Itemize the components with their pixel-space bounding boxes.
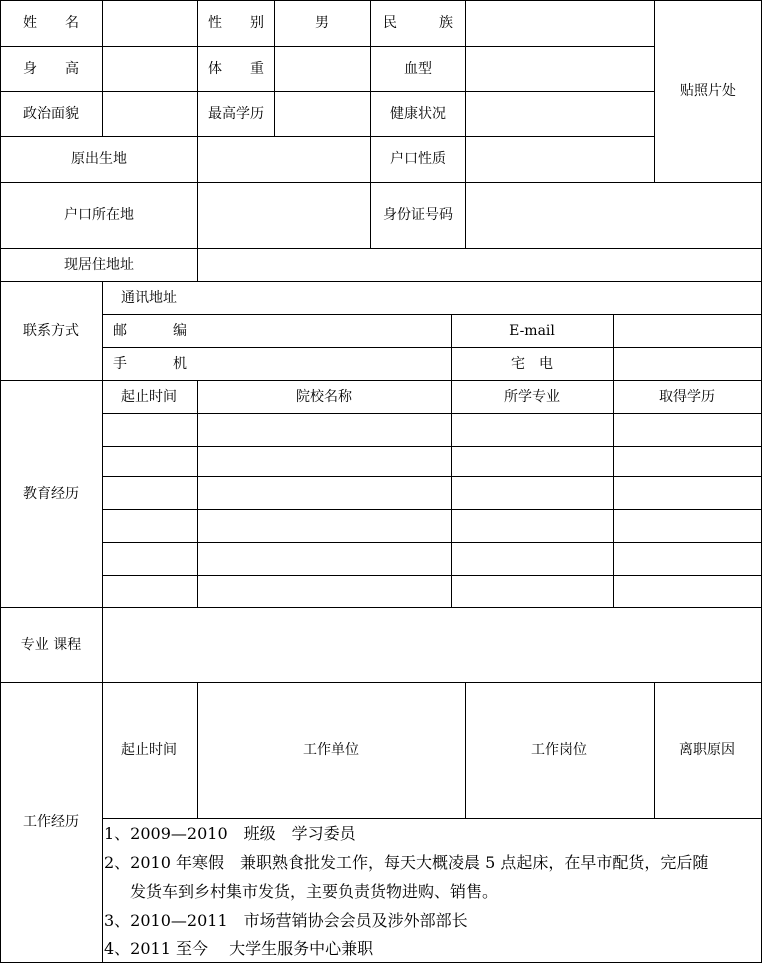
blood-type-label: 血型: [404, 61, 432, 77]
table-rule: [102, 818, 762, 819]
birthplace-field[interactable]: [198, 137, 370, 182]
work-header-employer: 工作单位: [303, 742, 359, 758]
table-rule: [0, 380, 762, 381]
highest-education-field[interactable]: [275, 92, 370, 136]
gender-label: 性 别: [208, 15, 264, 31]
education-section-label: 教育经历: [23, 486, 79, 502]
ethnicity-field[interactable]: [466, 1, 654, 46]
table-rule: [370, 0, 371, 248]
blood-type-field[interactable]: [466, 47, 654, 91]
postcode-label-a: 邮: [113, 323, 127, 339]
weight-field[interactable]: [275, 47, 370, 91]
household-location-label: 户口所在地: [64, 207, 134, 223]
table-rule: [0, 682, 762, 683]
postcode-label-b: 编: [173, 323, 187, 339]
home-phone-field[interactable]: [614, 348, 761, 380]
home-phone-label: 宅 电: [511, 356, 553, 372]
courses-section-label: 专业 课程: [20, 637, 82, 653]
work-entry-1: 1、2009—2010 班级 学习委员: [104, 824, 356, 843]
work-entry-4: 4、2011 至今 大学生服务中心兼职: [104, 939, 374, 958]
mobile-label-a: 手: [113, 356, 127, 372]
name-field[interactable]: [103, 1, 197, 46]
edu-header-school: 院校名称: [296, 389, 352, 405]
weight-label: 体 重: [208, 61, 264, 77]
work-header-leave-reason: 离职原因: [679, 742, 735, 758]
work-entry-2: 2、2010 年寒假 兼职熟食批发工作，每天大概凌晨 5 点起床，在早市配货，完后随: [104, 853, 709, 872]
table-rule: [465, 682, 466, 818]
name-label: 姓 名: [23, 15, 79, 31]
ethnicity-label: 民 族: [383, 15, 453, 31]
postcode-field[interactable]: [198, 315, 451, 347]
edu-header-major: 所学专业: [504, 389, 560, 405]
table-rule: [654, 682, 655, 818]
contact-section-label: 联系方式: [23, 323, 79, 339]
health-field[interactable]: [466, 92, 654, 136]
id-number-label: 身份证号码: [383, 207, 453, 223]
health-label: 健康状况: [390, 106, 446, 122]
edu-header-degree: 取得学历: [659, 389, 715, 405]
table-rule: [654, 0, 655, 182]
table-rule: [197, 682, 198, 818]
highest-education-label: 最高学历: [208, 106, 264, 122]
height-field[interactable]: [103, 47, 197, 91]
political-status-label: 政治面貌: [23, 106, 79, 122]
work-header-period: 起止时间: [121, 742, 177, 758]
education-entries[interactable]: [103, 414, 761, 607]
mobile-label-b: 机: [173, 356, 187, 372]
photo-placeholder: 贴照片处: [680, 83, 736, 99]
birthplace-label: 原出生地: [71, 151, 127, 167]
mail-address-label: 通讯地址: [121, 290, 177, 306]
work-entry-2-continued: 发货车到乡村集市发货，主要负责货物进购、销售。: [130, 882, 499, 901]
email-label: E-mail: [509, 323, 555, 339]
household-location-field[interactable]: [198, 183, 370, 248]
courses-field[interactable]: [103, 608, 761, 682]
work-section-label: 工作经历: [23, 814, 79, 830]
current-address-field[interactable]: [198, 249, 761, 281]
household-type-field[interactable]: [466, 137, 654, 182]
household-type-label: 户口性质: [390, 151, 446, 167]
current-address-label: 现居住地址: [64, 257, 134, 273]
email-field[interactable]: [614, 315, 761, 347]
gender-value[interactable]: 男: [315, 15, 329, 31]
height-label: 身 高: [23, 61, 79, 77]
work-header-position: 工作岗位: [531, 742, 587, 758]
edu-header-period: 起止时间: [121, 389, 177, 405]
mail-address-field[interactable]: [198, 282, 761, 314]
table-rule: [0, 0, 1, 963]
work-entry-3: 3、2010—2011 市场营销协会会员及涉外部部长: [104, 911, 468, 930]
political-status-field[interactable]: [103, 92, 197, 136]
id-number-field[interactable]: [466, 183, 761, 248]
mobile-field[interactable]: [198, 348, 451, 380]
